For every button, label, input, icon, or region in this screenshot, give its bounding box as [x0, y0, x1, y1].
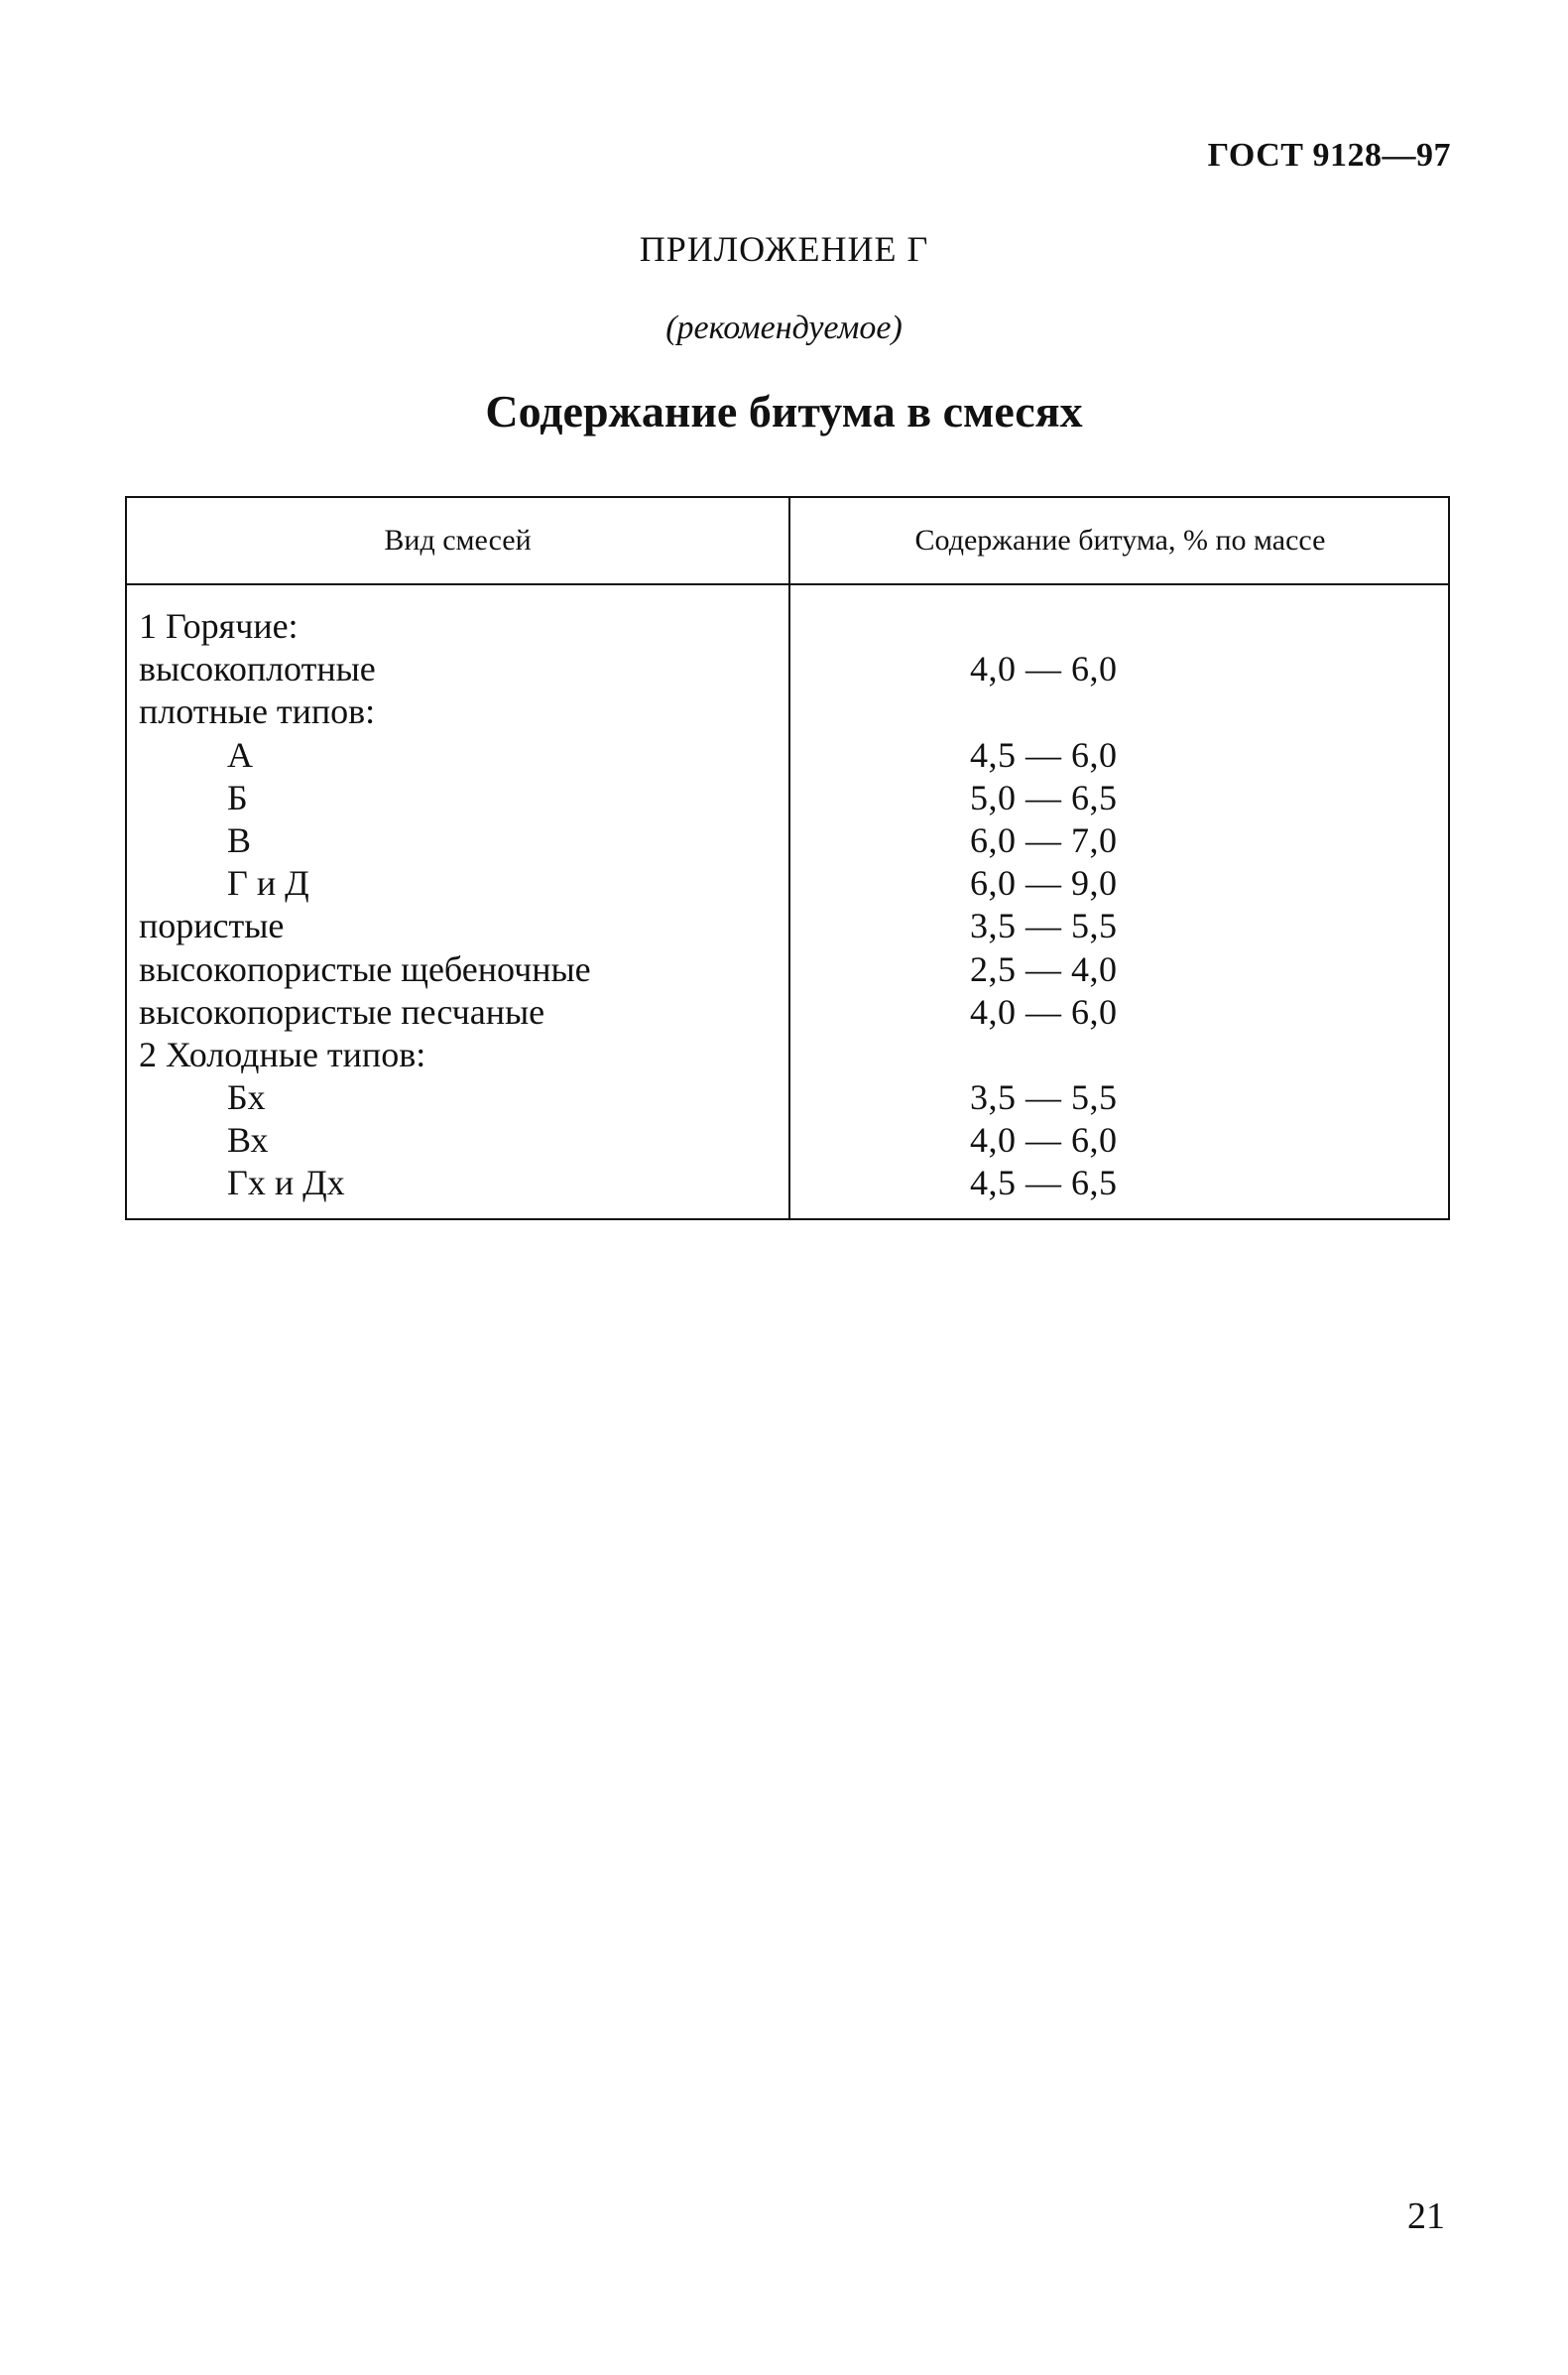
mix-type-cell: Б [227, 777, 248, 817]
appendix-title: ПРИЛОЖЕНИЕ Г [639, 229, 929, 269]
table-row [127, 991, 1448, 1034]
table-row [127, 948, 1448, 991]
bitumen-content-cell: 4,0 — 6,0 [970, 649, 1118, 689]
table-row [127, 819, 1448, 862]
mix-type-cell: 1 Горячие: [139, 606, 299, 646]
mix-type-cell: Гх и Дх [227, 1163, 345, 1203]
appendix-note: (рекомендуемое) [665, 310, 903, 346]
mix-type-cell: плотные типов: [139, 691, 376, 732]
table-row [127, 862, 1448, 905]
bitumen-content-cell: 4,0 — 6,0 [970, 1120, 1118, 1161]
table-row [127, 905, 1448, 947]
table-row [127, 648, 1448, 690]
page-number: 21 [1407, 2195, 1445, 2237]
bitumen-content-cell: 6,0 — 7,0 [970, 819, 1118, 860]
mix-type-cell: высокопористые песчаные [139, 991, 545, 1032]
column-header-mix-type: Вид смесей [384, 524, 532, 557]
page-title: Содержание битума в смесях [485, 386, 1083, 437]
mix-type-cell: Г и Д [227, 863, 309, 904]
header-divider [127, 583, 1448, 585]
bitumen-content-cell: 3,5 — 5,5 [970, 1077, 1118, 1118]
mix-type-cell: Вх [227, 1120, 269, 1161]
bitumen-content-cell: 4,0 — 6,0 [970, 991, 1118, 1032]
document-code: ГОСТ 9128—97 [1207, 137, 1451, 174]
table-row [127, 1162, 1448, 1204]
table-row [127, 1119, 1448, 1162]
bitumen-content-cell: 5,0 — 6,5 [970, 777, 1118, 817]
mix-type-cell: 2 Холодные типов: [139, 1034, 426, 1074]
table-row [127, 690, 1448, 733]
bitumen-content-cell: 2,5 — 4,0 [970, 948, 1118, 989]
table-body [127, 605, 1448, 1205]
bitumen-content-cell: 6,0 — 9,0 [970, 863, 1118, 904]
mix-type-cell: В [227, 819, 252, 860]
bitumen-content-cell: 3,5 — 5,5 [970, 906, 1118, 946]
mix-type-cell: пористые [139, 906, 285, 946]
table-row [127, 605, 1448, 648]
table-row [127, 734, 1448, 777]
mix-type-cell: А [227, 734, 253, 775]
bitumen-content-cell: 4,5 — 6,0 [970, 734, 1118, 775]
bitumen-content-table [125, 496, 1450, 1220]
mix-type-cell: высокоплотные [139, 649, 376, 689]
table-row [127, 1076, 1448, 1119]
column-header-bitumen-content: Содержание битума, % по массе [914, 524, 1326, 557]
table-row [127, 777, 1448, 819]
mix-type-cell: Бх [227, 1077, 266, 1118]
mix-type-cell: высокопористые щебеночные [139, 948, 591, 989]
table-row [127, 1034, 1448, 1076]
bitumen-content-cell: 4,5 — 6,5 [970, 1163, 1118, 1203]
